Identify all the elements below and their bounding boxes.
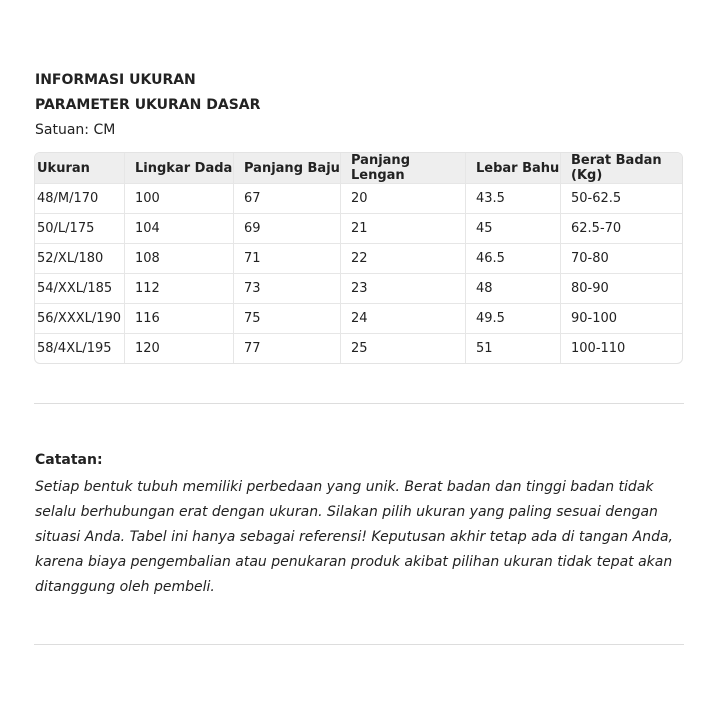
table-cell: 112 — [125, 274, 234, 304]
notes-text: Setiap bentuk tubuh memiliki perbedaan yang unik. Berat badan dan tinggi badan tidak selalu berhubungan erat dengan ukuran. Silakan pilih ukuran yang paling sesuai dengan situasi Anda. Tabel ini hanya sebagai referensi! Keputusan akhir tetap ada di tangan Anda, karena biaya pengembalian atau penukaran produk akibat pilihan ukuran tidak tepat akan ditanggung oleh pembeli. — [35, 479, 673, 595]
table-row — [35, 214, 682, 244]
size-table — [34, 152, 683, 364]
table-cell: 56/XXXL/190 — [35, 304, 125, 334]
table-cell: 22 — [341, 244, 466, 274]
table-cell: 108 — [125, 244, 234, 274]
table-cell: 51 — [466, 334, 561, 363]
table-row — [35, 244, 682, 274]
section-subtitle: PARAMETER UKURAN DASAR — [35, 97, 261, 113]
table-row — [35, 304, 682, 334]
table-cell: 77 — [234, 334, 341, 363]
table-cell: 25 — [341, 334, 466, 363]
divider — [34, 644, 684, 645]
column-header: Panjang Lengan — [341, 153, 466, 184]
table-cell: 50/L/175 — [35, 214, 125, 244]
column-header: Lingkar Dada — [125, 153, 234, 184]
table-cell: 73 — [234, 274, 341, 304]
notes-label: Catatan: — [35, 452, 103, 468]
table-row — [35, 184, 682, 214]
table-cell: 43.5 — [466, 184, 561, 214]
table-cell: 116 — [125, 304, 234, 334]
table-cell: 50-62.5 — [561, 184, 682, 214]
column-header: Panjang Baju — [234, 153, 341, 184]
table-cell: 100 — [125, 184, 234, 214]
column-header: Lebar Bahu — [466, 153, 561, 184]
table-row — [35, 334, 682, 363]
table-cell: 49.5 — [466, 304, 561, 334]
table-cell: 45 — [466, 214, 561, 244]
table-cell: 69 — [234, 214, 341, 244]
table-cell: 58/4XL/195 — [35, 334, 125, 363]
table-cell: 90-100 — [561, 304, 682, 334]
table-header-row — [35, 153, 682, 184]
table-cell: 23 — [341, 274, 466, 304]
table-cell: 24 — [341, 304, 466, 334]
table-cell: 54/XXL/185 — [35, 274, 125, 304]
table-cell: 120 — [125, 334, 234, 363]
table-cell: 80-90 — [561, 274, 682, 304]
table-cell: 52/XL/180 — [35, 244, 125, 274]
table-cell: 48/M/170 — [35, 184, 125, 214]
divider — [34, 403, 684, 404]
table-cell: 75 — [234, 304, 341, 334]
table-cell: 62.5-70 — [561, 214, 682, 244]
table-row — [35, 274, 682, 304]
table-cell: 104 — [125, 214, 234, 244]
table-cell: 46.5 — [466, 244, 561, 274]
table-cell: 20 — [341, 184, 466, 214]
unit-label: Satuan: CM — [35, 122, 116, 138]
table-cell: 100-110 — [571, 341, 626, 356]
table-cell: 48 — [466, 274, 561, 304]
column-header: Berat Badan (Kg) — [561, 153, 682, 184]
table-cell: 70-80 — [561, 244, 682, 274]
table-cell: 67 — [234, 184, 341, 214]
column-header: Ukuran — [35, 153, 125, 184]
table-cell: 21 — [341, 214, 466, 244]
page-title: INFORMASI UKURAN — [35, 72, 196, 88]
table-cell: 71 — [234, 244, 341, 274]
